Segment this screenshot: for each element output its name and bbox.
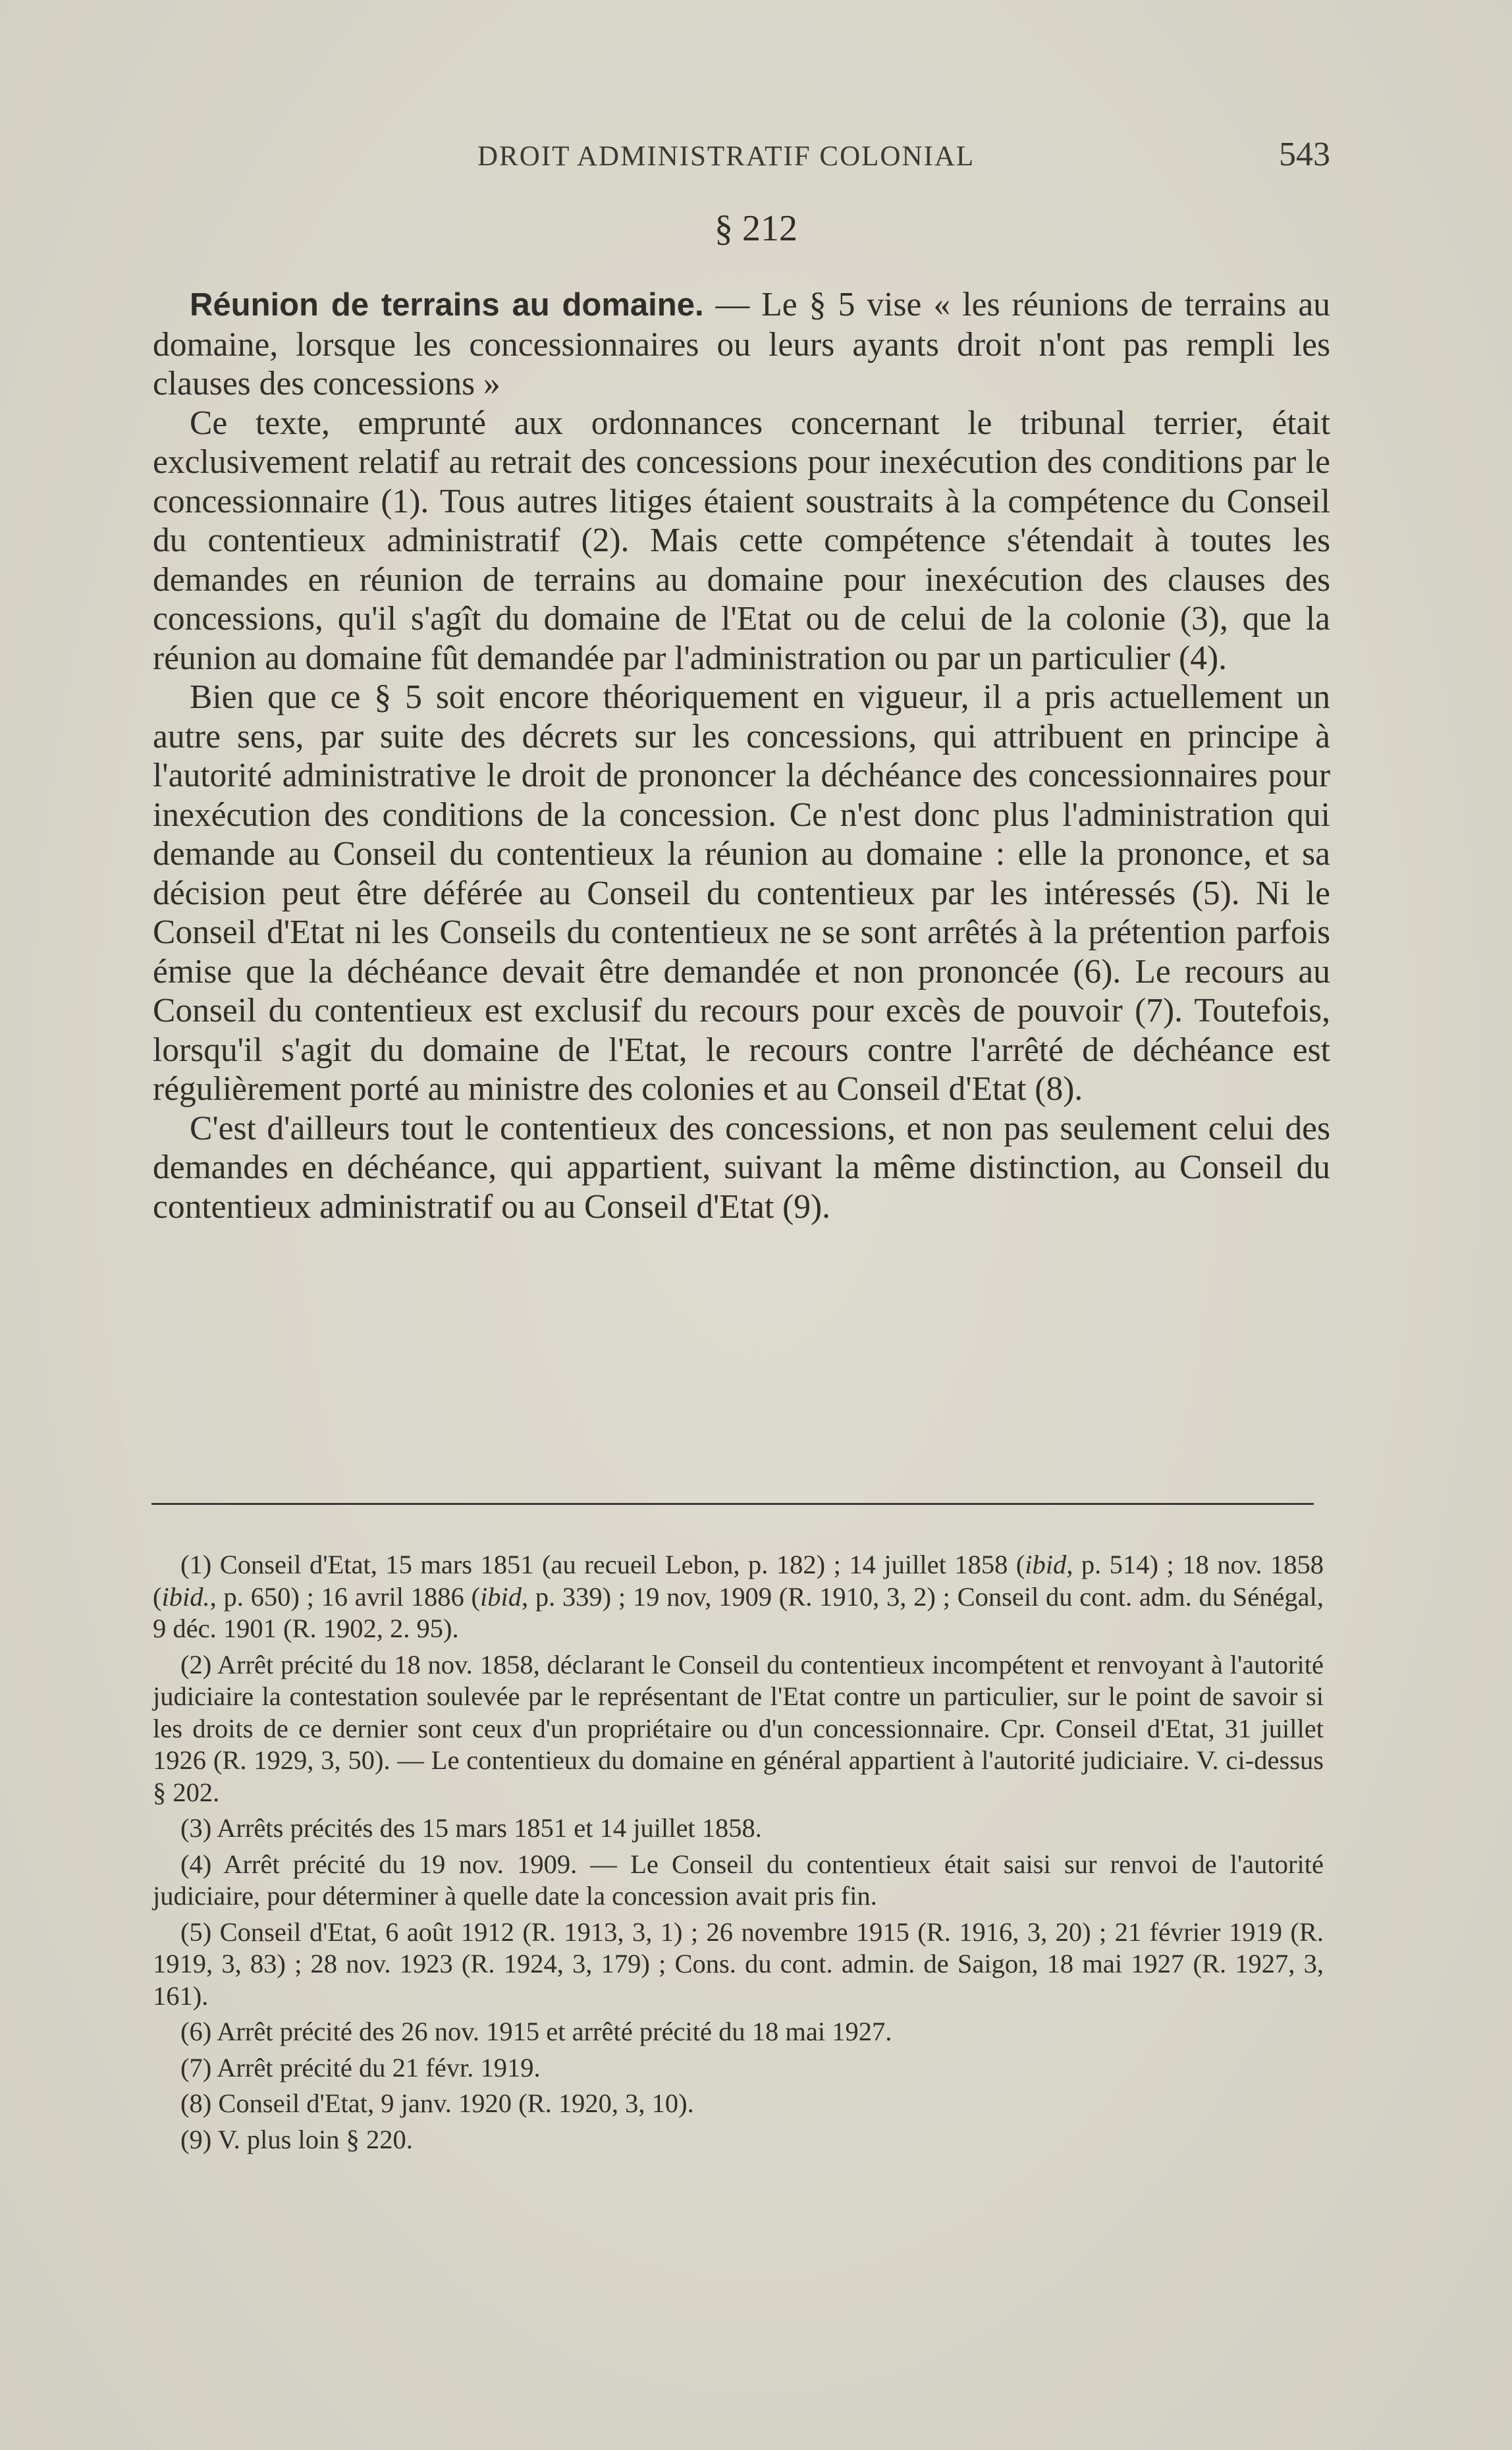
footnote-text: , p. 514) ; 18 nov. 1858 (: [153, 1550, 1324, 1612]
footnote-text: , p. 650) ; 16 avril 1886 (: [209, 1581, 480, 1612]
footnote-italic: ibid.: [161, 1581, 210, 1612]
footnote-8: (8) Conseil d'Etat, 9 janv. 1920 (R. 1920, 3, 10).: [180, 2088, 694, 2118]
main-text: [153, 285, 1330, 1226]
footnote-italic: ibid: [1025, 1550, 1067, 1579]
paragraph-text: — Le § 5 vise « les réunions de terrains au domaine, lorsque les concessionnaires ou leurs ayants droit n'ont pas rempli les clauses des concessions »: [153, 286, 1330, 402]
section-heading: § 212: [715, 208, 797, 249]
footnote-1: [153, 1549, 1324, 1645]
footnote-7: (7) Arrêt précité du 21 févr. 1919.: [180, 2052, 541, 2082]
footnote-9: (9) V. plus loin § 220.: [180, 2124, 413, 2154]
paragraph: Ce texte, emprunté aux ordonnances concernant le tribunal terrier, était exclusivement relatif au retrait des concessions pour inexécution des conditions par le concessionnaire (1). Tous autres litiges étaient soustraits à la compétence du Conseil du contentieux administratif (2). Mais cette compétence s'étendait à toutes les demandes en réunion de terrains au domaine pour inexécution des clauses des concessions, qu'il s'agît du domaine de l'Etat ou de celui de la colonie (3), que la réunion au domaine fût demandée par l'administration ou par un particulier (4).: [153, 404, 1330, 677]
page-number: 543: [1279, 136, 1330, 173]
footnote-italic: ibid: [479, 1581, 522, 1612]
footnote-divider: [151, 1503, 1314, 1505]
footnote-text: (1) Conseil d'Etat, 15 mars 1851 (au recueil Lebon, p. 182) ; 14 juillet 1858 (: [180, 1550, 1025, 1579]
paragraph-lead: Réunion de terrains au domaine.: [190, 287, 704, 323]
footnote-text: , p. 339) ; 19 nov, 1909 (R. 1910, 3, 2) ; Conseil du cont. adm. du Sénégal, 9 déc. 1901 (R. 1902, 2. 95).: [153, 1581, 1324, 1643]
footnote-6: (6) Arrêt précité des 26 nov. 1915 et arrêté précité du 18 mai 1927.: [180, 2017, 892, 2046]
footnote-4: (4) Arrêt précité du 19 nov. 1909. — Le Conseil du contentieux était saisi sur renvoi de l'autorité judiciaire, pour déterminer à quelle date la concession avait pris fin.: [153, 1849, 1324, 1911]
paragraph: [153, 285, 1330, 404]
footnote-5: (5) Conseil d'Etat, 6 août 1912 (R. 1913, 3, 1) ; 26 novembre 1915 (R. 1916, 3, 20) ; 21 février 1919 (R. 1919, 3, 83) ; 28 nov. 1923 (R. 1924, 3, 179) ; Cons. du cont. admin. de Saigon, 18 mai 1927 (R. 1927, 3, 161).: [153, 1917, 1324, 2011]
footnote-2: (2) Arrêt précité du 18 nov. 1858, déclarant le Conseil du contentieux incompétent et renvoyant à l'autorité judiciaire la contestation soulevée par le représentant de l'Etat contre un particulier, sur le point de savoir si les droits de ce dernier sont ceux d'un propriétaire ou d'un concessionnaire. Cpr. Conseil d'Etat, 31 juillet 1926 (R. 1929, 3, 50). — Le contentieux du domaine en général appartient à l'autorité judiciaire. V. ci-dessus § 202.: [153, 1649, 1324, 1807]
running-header: [155, 135, 1330, 181]
footnotes: [153, 1549, 1324, 2160]
running-title: DROIT ADMINISTRATIF COLONIAL: [477, 141, 975, 172]
footnote-3: (3) Arrêts précités des 15 mars 1851 et 14 juillet 1858.: [180, 1813, 762, 1843]
paragraph: C'est d'ailleurs tout le contentieux des concessions, et non pas seulement celui des demandes en déchéance, qui appartient, suivant la même distinction, au Conseil du contentieux administratif ou au Conseil d'Etat (9).: [153, 1109, 1330, 1226]
paragraph: Bien que ce § 5 soit encore théoriquement en vigueur, il a pris actuellement un autre sens, par suite des décrets sur les concessions, qui attribuent en principe à l'autorité administrative le droit de prononcer la déchéance des concessionnaires pour inexécution des conditions de la concession. Ce n'est donc plus l'administration qui demande au Conseil du contentieux la réunion au domaine : elle la prononce, et sa décision peut être déférée au Conseil du contentieux par les intéressés (5). Ni le Conseil d'Etat ni les Conseils du contentieux ne se sont arrêtés à la prétention parfois émise que la déchéance devait être demandée et non prononcée (6). Le recours au Conseil du contentieux est exclusif du recours pour excès de pouvoir (7). Toutefois, lorsqu'il s'agit du domaine de l'Etat, le recours contre l'arrêté de déchéance est régulièrement porté au ministre des colonies et au Conseil d'Etat (8).: [153, 678, 1330, 1108]
